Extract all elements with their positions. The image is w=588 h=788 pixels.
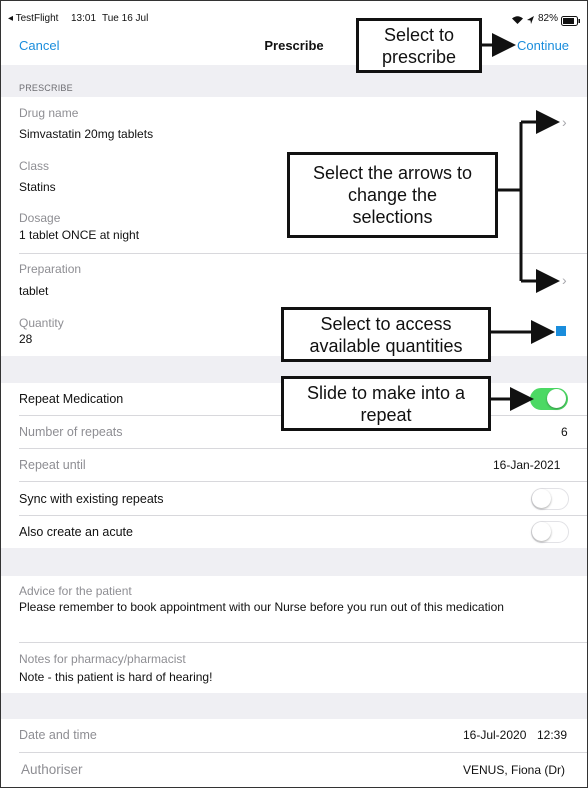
callout-repeat: Slide to make into a repeat: [281, 376, 491, 431]
drug-name-label: Drug name: [19, 106, 79, 120]
status-back-app[interactable]: ◂ TestFlight: [8, 13, 59, 24]
preparation-chevron-icon[interactable]: ›: [562, 272, 567, 288]
drug-name-value: Simvastatin 20mg tablets: [19, 127, 154, 141]
repeat-until-label: Repeat until: [19, 458, 86, 472]
pharmacy-notes-value[interactable]: Note - this patient is hard of hearing!: [19, 670, 213, 684]
page-title: Prescribe: [264, 38, 324, 53]
date-time-label: Date and time: [19, 728, 97, 742]
date-value: 16-Jul-2020: [463, 728, 527, 742]
authoriser-label: Authoriser: [21, 762, 83, 777]
authoriser-value: VENUS, Fiona (Dr): [463, 763, 566, 777]
callout-prescribe: Select to prescribe: [356, 18, 482, 73]
repeat-until-value[interactable]: 16-Jan-2021: [493, 458, 561, 472]
sync-label: Sync with existing repeats: [19, 492, 164, 506]
advice-value[interactable]: Please remember to book appointment with our Nurse before you run out of this medication: [19, 600, 504, 614]
dosage-label: Dosage: [19, 211, 61, 225]
prescribe-section-title: PRESCRIBE: [19, 83, 73, 93]
acute-label: Also create an acute: [19, 525, 133, 539]
pharmacy-notes-label: Notes for pharmacy/pharmacist: [19, 652, 186, 666]
preparation-value: tablet: [19, 284, 49, 298]
number-of-repeats-value[interactable]: 6: [561, 425, 568, 439]
quantity-value: 28: [19, 332, 33, 346]
dosage-value: 1 tablet ONCE at night: [19, 228, 140, 242]
drug-chevron-icon[interactable]: ›: [562, 114, 567, 130]
status-time: 13:01: [71, 13, 97, 24]
battery-percentage: 82%: [538, 13, 559, 24]
continue-button[interactable]: Continue: [517, 38, 570, 53]
repeat-medication-label: Repeat Medication: [19, 392, 124, 406]
time-value: 12:39: [537, 728, 568, 742]
cancel-button[interactable]: Cancel: [19, 38, 60, 53]
class-value: Statins: [19, 180, 56, 194]
status-date: Tue 16 Jul: [102, 13, 149, 24]
advice-label: Advice for the patient: [19, 584, 132, 598]
quantity-label: Quantity: [19, 316, 64, 330]
number-of-repeats-label: Number of repeats: [19, 425, 123, 439]
preparation-label: Preparation: [19, 262, 82, 276]
class-label: Class: [19, 159, 50, 173]
callout-arrows: Select the arrows to change the selections: [287, 152, 498, 238]
callout-quantities: Select to access available quantities: [281, 307, 491, 362]
